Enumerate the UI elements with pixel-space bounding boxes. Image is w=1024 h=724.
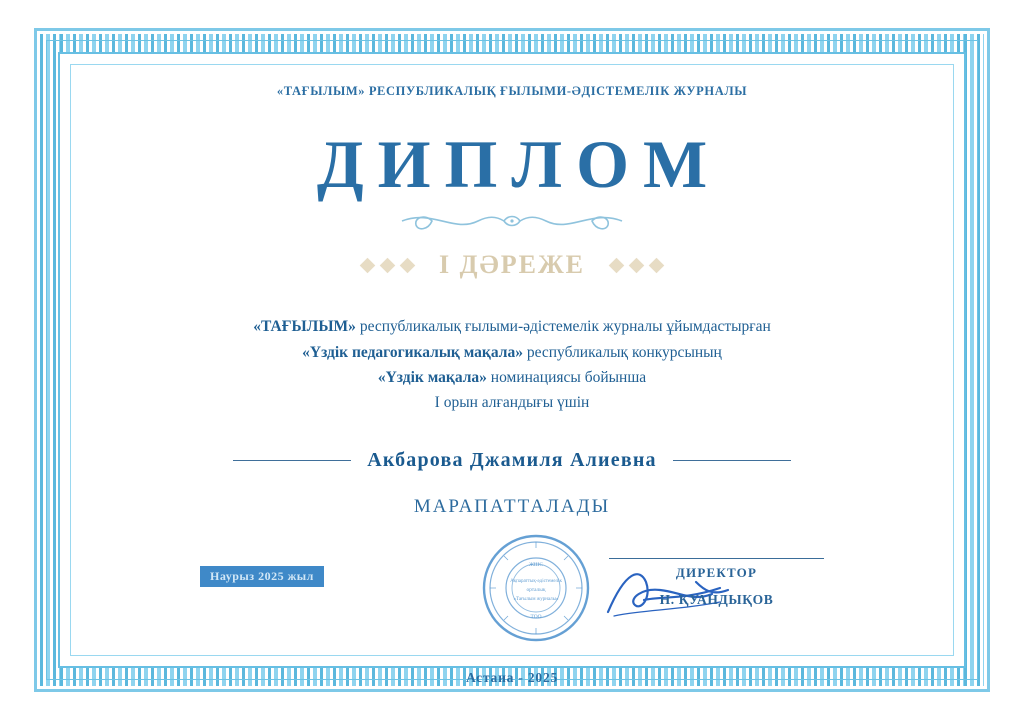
certificate-content <box>80 74 944 685</box>
body-line-2-rest: республикалық конкурсының <box>522 343 722 361</box>
certificate-footer <box>100 532 924 685</box>
recipient-rule-left <box>233 460 351 461</box>
flourish-ornament-icon <box>80 206 944 236</box>
director-block <box>609 558 824 608</box>
director-title: ДИРЕКТОР <box>675 565 758 580</box>
degree-row <box>80 250 944 280</box>
svg-text:«Тағылым журналы»: «Тағылым журналы» <box>513 597 559 602</box>
body-line-1 <box>80 314 944 339</box>
journal-header-text: «ТАҒЫЛЫМ» РЕСПУБЛИКАЛЫҚ ҒЫЛЫМИ-ӘДІСТЕМЕЛІК ЖУРНАЛЫ <box>276 84 748 98</box>
awarded-label: МАРАПАТТАЛАДЫ <box>413 495 611 517</box>
director-name: Н. ҚУАНДЫҚОВ <box>659 592 774 607</box>
certificate-title: ДИПЛОМ <box>316 126 722 202</box>
certificate-body <box>80 314 944 414</box>
official-stamp-icon <box>480 532 592 644</box>
svg-text:ТОО: ТОО <box>530 614 542 620</box>
degree-label: I ДӘРЕЖЕ <box>439 250 585 280</box>
body-line-3-bold: «Үздік мақала» <box>377 368 487 386</box>
diamond-ornament-right-icon <box>611 260 662 271</box>
body-line-3-rest: номинациясы бойынша <box>486 368 647 386</box>
svg-text:орталық: орталық <box>526 587 546 593</box>
svg-text:Ақпараттық-әдістемелік: Ақпараттық-әдістемелік <box>510 579 562 584</box>
body-line-2 <box>80 340 944 365</box>
diamond-ornament-left-icon <box>362 260 413 271</box>
city-year-label: Астана - 2025 <box>465 670 559 685</box>
body-line-4: I орын алғандығы үшін <box>434 393 590 411</box>
recipient-rule-right <box>673 460 791 461</box>
body-line-3 <box>80 365 944 390</box>
svg-text:ЖШС: ЖШС <box>529 562 543 568</box>
body-line-1-rest: республикалық ғылыми-әдістемелік журналы ұйымдастырған <box>355 318 771 336</box>
body-line-1-bold: «ТАҒЫЛЫМ» <box>253 318 356 336</box>
recipient-name: Акбарова Джамиля Алиевна <box>367 448 657 471</box>
director-signature-rule <box>609 558 824 559</box>
body-line-2-bold: «Үздік педагогикалық мақала» <box>302 343 523 361</box>
date-badge: Наурыз 2025 жыл <box>200 566 324 587</box>
recipient-row <box>80 449 944 472</box>
